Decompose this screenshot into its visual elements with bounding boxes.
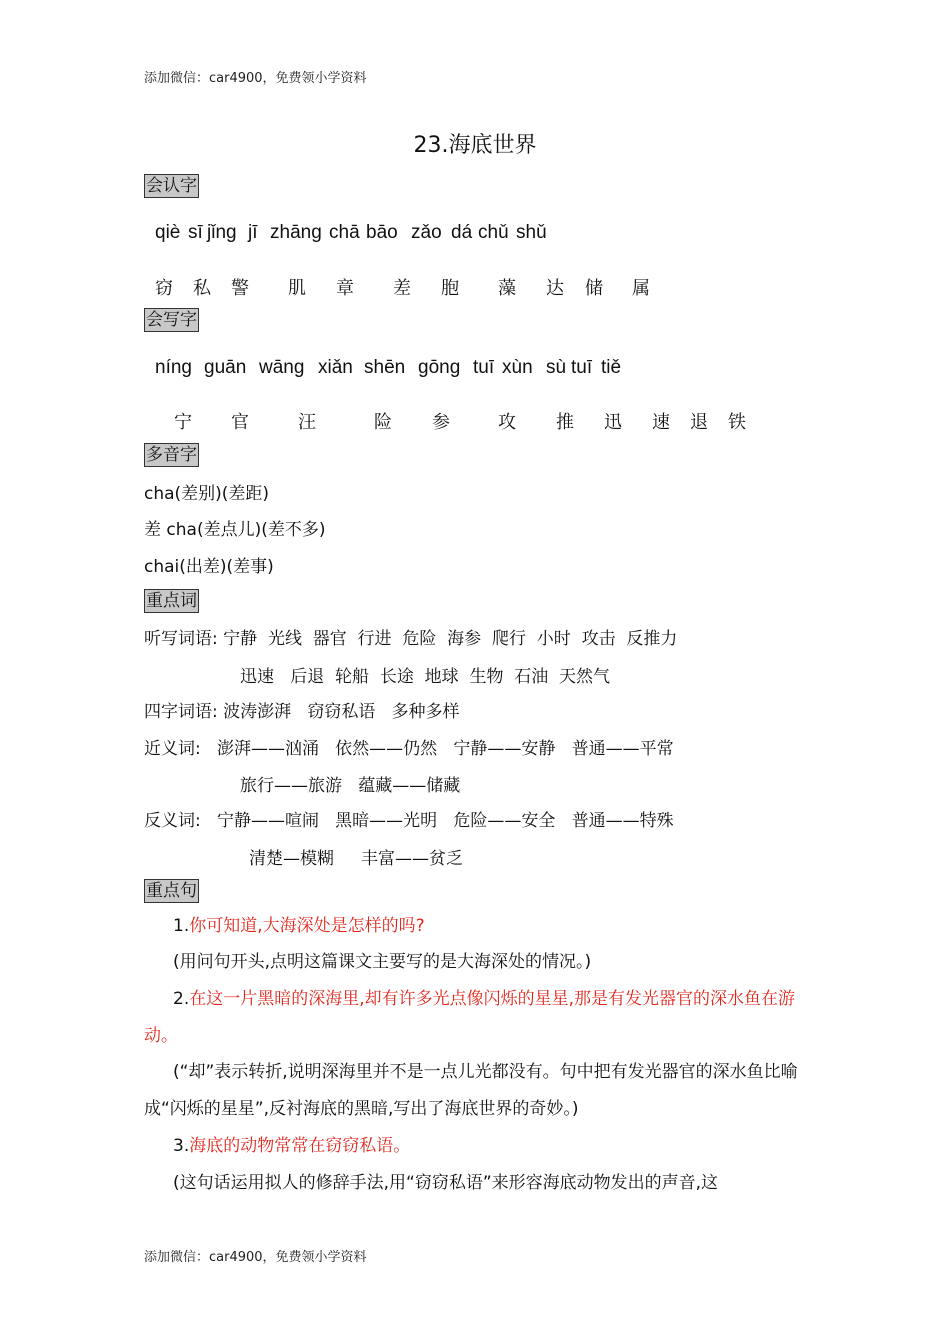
char: 攻 xyxy=(498,412,516,433)
four-char-words-line: 四字词语: 波涛澎湃 窃窃私语 多种多样 xyxy=(144,702,460,722)
pinyin: gōng xyxy=(418,357,461,378)
char: 警 xyxy=(231,278,249,299)
page-title: 23.海底世界 xyxy=(413,133,537,158)
page-footer: 添加微信：car4900，免费领小学资料 xyxy=(144,1250,367,1265)
dictation-words-line: 迅速 后退 轮船 长途 地球 生物 石油 天然气 xyxy=(240,667,611,687)
pinyin: tiě xyxy=(601,357,622,378)
char: 私 xyxy=(193,278,211,299)
char: 汪 xyxy=(298,412,316,433)
char: 储 xyxy=(585,278,603,299)
char: 达 xyxy=(546,278,564,299)
pinyin: níng xyxy=(155,357,192,378)
char: 藻 xyxy=(498,278,516,299)
pinyin: chā xyxy=(329,222,360,243)
sentence-3-note: (这句话运用拟人的修辞手法,用“窃窃私语”来形容海底动物发出的声音,这 xyxy=(173,1173,719,1193)
section-label-key-sentences: 重点句 xyxy=(146,881,197,901)
char: 迅 xyxy=(604,412,622,433)
antonyms-line: 反义词: 宁静——喧闹 黑暗——光明 危险——安全 普通——特殊 xyxy=(144,811,674,831)
char: 宁 xyxy=(174,412,192,433)
pinyin: shēn xyxy=(364,357,406,378)
char: 官 xyxy=(231,412,249,433)
char: 推 xyxy=(556,412,574,433)
char: 速 xyxy=(652,412,670,433)
char: 铁 xyxy=(728,412,746,433)
pinyin: wāng xyxy=(259,357,305,378)
sentence-text: 你可知道,大海深处是怎样的吗? xyxy=(189,916,425,936)
sentence-1 xyxy=(144,908,814,945)
char: 险 xyxy=(374,412,392,433)
pinyin: tuī xyxy=(571,357,593,378)
pinyin: dá xyxy=(451,222,473,243)
pinyin: sù xyxy=(546,357,567,378)
polyphone-line: chai(出差)(差事) xyxy=(144,557,274,577)
pinyin: tuī xyxy=(473,357,495,378)
char: 退 xyxy=(690,412,708,433)
char: 胞 xyxy=(441,278,459,299)
pinyin: shǔ xyxy=(516,222,547,243)
char: 属 xyxy=(632,278,650,299)
synonyms-line: 旅行——旅游 蕴藏——储藏 xyxy=(240,776,461,796)
pinyin: sī xyxy=(188,222,203,243)
pinyin: xùn xyxy=(502,357,533,378)
pinyin: guān xyxy=(204,357,247,378)
sentence-2-note: (“却”表示转折,说明深海里并不是一点儿光都没有。句中把有发光器官的深水鱼比喻成“闪烁的星星”,反衬海底的黑暗,写出了海底世界的奇妙。) xyxy=(144,1062,798,1119)
char: 窃 xyxy=(155,278,173,299)
section-label-read: 会认字 xyxy=(146,176,197,196)
dictation-words-line: 听写词语: 宁静 光线 器官 行进 危险 海参 爬行 小时 攻击 反推力 xyxy=(144,629,678,649)
pinyin: zǎo xyxy=(411,222,442,243)
sentence-number: 3. xyxy=(173,1136,190,1156)
pinyin: jǐng xyxy=(207,222,237,243)
section-label-write: 会写字 xyxy=(146,310,197,330)
sentence-2 xyxy=(144,981,814,1055)
polyphone-line: cha(差别)(差距) xyxy=(144,484,270,504)
pinyin: xiǎn xyxy=(318,357,353,378)
char: 差 xyxy=(393,278,411,299)
pinyin: zhāng xyxy=(270,222,322,243)
pinyin: bāo xyxy=(366,222,398,243)
sentence-3 xyxy=(144,1128,814,1165)
pinyin: chǔ xyxy=(478,222,509,243)
synonyms-line: 近义词: 澎湃——汹涌 依然——仍然 宁静——安静 普通——平常 xyxy=(144,739,674,759)
pinyin: qiè xyxy=(155,222,181,243)
pinyin: jī xyxy=(248,222,258,243)
char: 参 xyxy=(432,412,450,433)
sentence-number: 2. xyxy=(173,989,190,1009)
polyphone-line: 差 cha(差点儿)(差不多) xyxy=(144,520,326,540)
section-label-polyphone: 多音字 xyxy=(146,445,197,465)
antonyms-line: 清楚—模糊 丰富——贫乏 xyxy=(249,849,464,869)
sentence-number: 1. xyxy=(173,916,190,936)
char: 肌 xyxy=(288,278,306,299)
sentence-text: 在这一片黑暗的深海里,却有许多光点像闪烁的星星,那是有发光器官的深水鱼在游动。 xyxy=(144,989,796,1046)
section-label-key-words: 重点词 xyxy=(146,591,197,611)
sentence-1-note: (用问句开头,点明这篇课文主要写的是大海深处的情况。) xyxy=(173,952,592,972)
page-header: 添加微信：car4900，免费领小学资料 xyxy=(144,71,367,86)
char: 章 xyxy=(336,278,354,299)
sentence-text: 海底的动物常常在窃窃私语。 xyxy=(189,1136,411,1156)
